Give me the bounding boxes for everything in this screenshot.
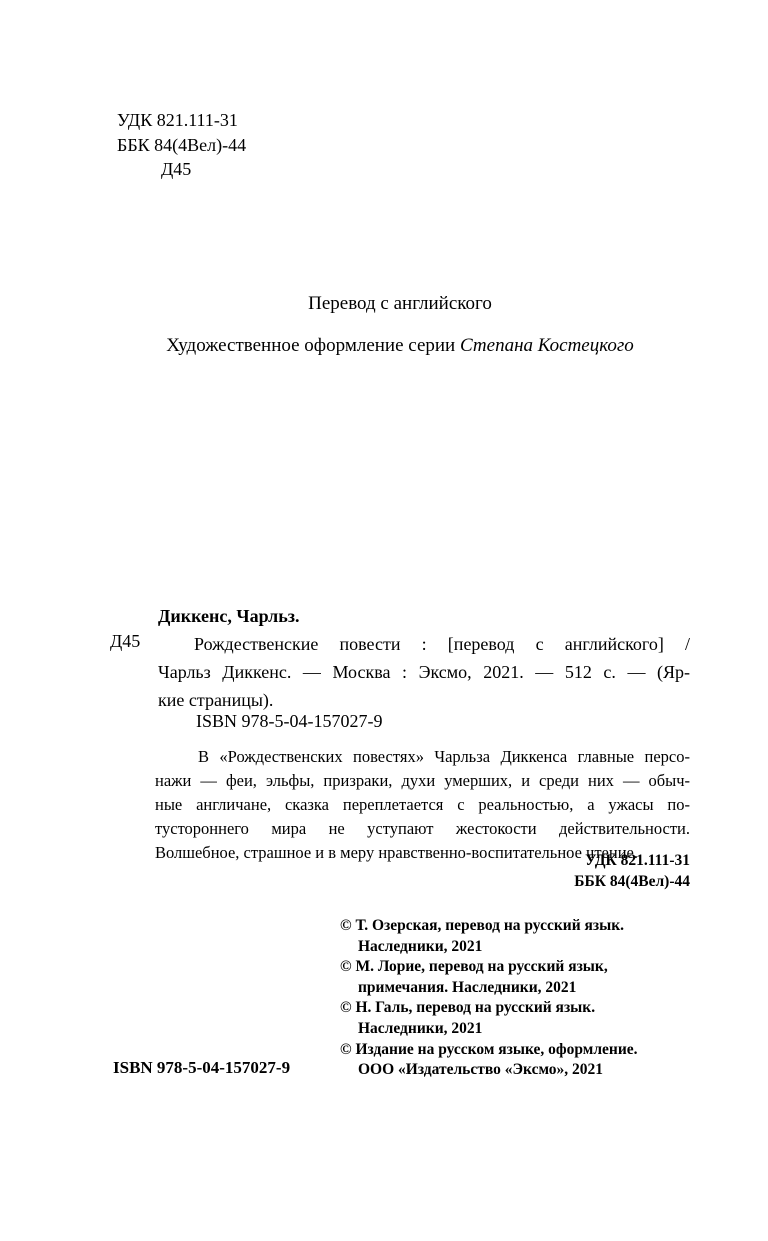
copyright-item — [340, 1040, 692, 1081]
card-annotation — [155, 745, 690, 865]
annotation-line: нажи — феи, эльфы, призраки, духи умерших, и среди них — обыч- — [155, 771, 690, 790]
translation-note: Перевод с английского — [308, 293, 492, 314]
copyright-line: примечания. Наследники, 2021 — [358, 978, 577, 996]
designer-name: Степана Костецкого — [459, 335, 634, 356]
bbk-code: ББК 84(4Вел)-44 — [117, 134, 247, 155]
card-udk: УДК 821.111-31 — [585, 852, 690, 869]
copyright-list — [340, 916, 692, 1081]
copyright-line: © Н. Галь, перевод на русский язык. — [340, 999, 596, 1017]
author-mark: Д45 — [161, 159, 192, 179]
series-design-note — [110, 335, 690, 357]
annotation-line: тустороннего мира не уступают жестокости действительности. — [155, 819, 690, 838]
copyright-line: ООО «Издательство «Эксмо», 2021 — [358, 1061, 604, 1079]
card-author-mark: Д45 — [110, 631, 141, 651]
description-line: кие страницы). — [158, 690, 274, 710]
design-note-prefix: Художественное оформление серии — [166, 335, 460, 356]
copyright-line: © Издание на русском языке, оформление. — [340, 1040, 638, 1058]
copyright-line: Наследники, 2021 — [358, 937, 483, 955]
annotation-line: ные англичане, сказка переплетается с реальностью, а ужасы по- — [155, 795, 690, 814]
annotation-line: Волшебное, страшное и в меру нравственно-воспитательное чтение. — [155, 843, 638, 862]
card-isbn: ISBN 978-5-04-157027-9 — [196, 711, 383, 731]
top-codes-block — [117, 108, 246, 182]
copyright-line: © М. Лорие, перевод на русский язык, — [340, 958, 608, 976]
bottom-isbn: ISBN 978-5-04-157027-9 — [113, 1058, 291, 1077]
udk-code: УДК 821.111-31 — [117, 110, 238, 130]
copyright-line: © Т. Озерская, перевод на русский язык. — [340, 917, 625, 934]
card-bbk: ББК 84(4Вел)-44 — [574, 873, 690, 890]
copyright-item — [340, 957, 692, 998]
card-codes-block — [390, 850, 690, 892]
description-line: Рождественские повести : [перевод с английского] / — [194, 634, 690, 654]
card-heading: Диккенс, Чарльз. — [158, 606, 300, 626]
copyright-item — [340, 998, 692, 1039]
description-line: Чарльз Диккенс. — Москва : Эксмо, 2021. — 512 с. — (Яр- — [158, 662, 690, 682]
copyright-item — [340, 916, 692, 957]
copyright-line: Наследники, 2021 — [358, 1019, 483, 1037]
catalog-card — [158, 602, 690, 714]
annotation-line: В «Рождественских повестях» Чарльза Диккенса главные персо- — [198, 747, 690, 766]
